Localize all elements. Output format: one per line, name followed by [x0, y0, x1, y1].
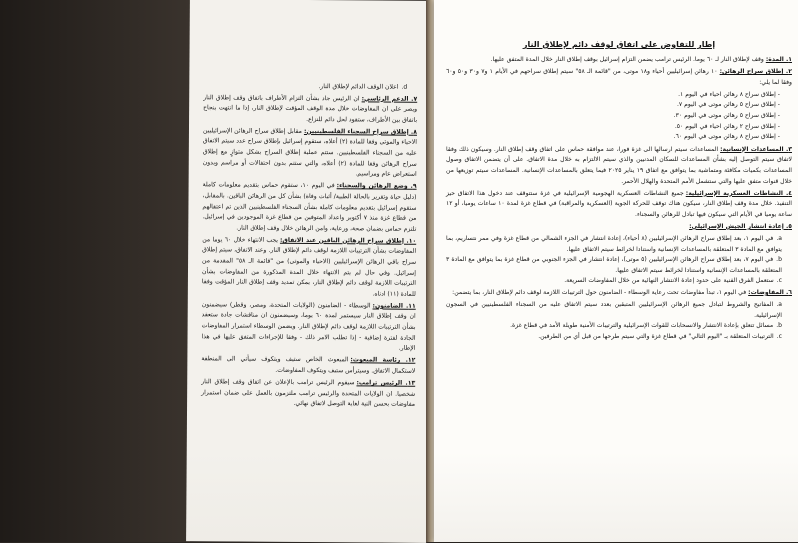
- sub-item-label: d.: [401, 83, 408, 91]
- sub-item-d: [203, 81, 407, 93]
- sub-item: [446, 234, 782, 255]
- paragraph-heading: ٧. الدعم الرئاسي:: [361, 94, 418, 103]
- paragraph-heading: ١٠. إطلاق سراح الرهائن الباقين عند الاتفاق:: [279, 236, 417, 245]
- redeployment-list: [446, 234, 782, 287]
- sub-item-label: a.: [776, 235, 782, 242]
- sub-item-text: ستعمل الفرق الفنية على حدود إعادة الانتشار النهائية من خلال المفاوضات السريعة.: [564, 277, 774, 285]
- sub-item-label: c.: [776, 277, 782, 285]
- list-item: - إطلاق سراح ٨ رهائن موتى في اليوم ٦٠.: [446, 132, 780, 143]
- sub-item: [446, 332, 782, 343]
- list-item: - إطلاق سراح ٨ رهائن احياء في اليوم ١.: [446, 90, 780, 101]
- paragraph-text: سيقوم الرئيس ترامب بالإعلان عن اتفاق وقف إطلاق النار شخصيا. ان الولايات المتحدة والرئيس ترامب ملتزمون بالعمل على ضمان استمرار مفاوضات بحسن النية لغاية التوصل لاتفاق نهائي.: [201, 378, 416, 408]
- paragraph-text: في اليوم ١٠، ستقوم حماس بتقديم معلومات كاملة (دليل حياة وتقرير بالحالة الطبية/ أثبات وفاة) بشأن كل من الرهائن الباقين. بالمقابل، ستقوم إسرائيل بتقديم معلومات كاملة بشأن السجناء الفلسطينيين الذين تم اعتقالهم من قطاع غزة منذ ٧ أكتوبر واعداد المتوفين من قطاع غزة الموجودين في إسرائيل. تلتزم حماس بضمان صحة، ورعاية، وامن الرهائن خلال وقف إطلاق النار.: [202, 181, 417, 233]
- paragraph-text: ان الرئيس جاد بشأن التزام الأطراف باتفاق وقف إطلاق النار ويصر على ان المفاوضات خلال مدة الوقف المؤقت لإطلاق النار، إذا ما انتهت بنجاح باتفاق بين الأطراف، ستقود لحل دائم للنزاع.: [203, 93, 418, 124]
- sub-item: [446, 276, 782, 287]
- sub-item: [446, 300, 782, 321]
- paragraph-heading: ٥. إعادة انتشار الجيش الإسرائيلي:: [689, 222, 792, 230]
- sub-item-label: b.: [776, 322, 782, 330]
- sub-item-text: في اليوم ١، بعد إطلاق سراح الرهائن الإسرائيليين (٨ أحياء)، إعادة انتشار في الجزء الشمالي من قطاع غزة وفي ممر نتساريم، بما يتوافق مع المادة ٣ المتعلقة بالمساعدات الإنسانية واستنادا لخرائط سيتم الاتفاق عليها.: [446, 235, 782, 253]
- sub-item-text: اعلان الوقف الدائم لإطلاق النار.: [318, 83, 399, 91]
- item-d-list: [203, 81, 407, 93]
- document-title: إطار للتفاوض على اتفاق لوقف دائم لإطلاق النار: [522, 40, 716, 49]
- paragraph-text: مقابل إطلاق سراح الرهائن الإسرائيليين الاحياء والموتى وفقا للمادة (٢) أعلاه، ستقوم إسرائيل بإطلاق سراح عدد سيتم الاتفاق عليه من السجناء الفلسطينيين. ستتم عملية إطلاق السراح بشكل متوازٍ مع إطلاق سراح الرهائن وفقا للمادة (٢) أعلاه، والتي ستتم بدون احتفالات أو مراسم وبدون استعراض عام ومراسيم.: [202, 127, 417, 179]
- paragraph-5: [446, 222, 792, 233]
- paragraph-heading: ١٢. رئاسة المبعوث:: [350, 356, 416, 365]
- paragraph-heading: ٣. المساعدات الإنسانية:: [720, 145, 792, 153]
- page-shadow: [186, 451, 427, 543]
- list-item: - إطلاق سراح ٥ رهائن موتى في اليوم ٧.: [446, 100, 780, 111]
- list-item: - إطلاق سراح ٥ رهائن موتى في اليوم ٣٠.: [446, 111, 780, 122]
- paragraph-text: الوسطاء - الضامنون (الولايات المتحدة، ومصر، وقطر) سيضمنون ان وقف إطلاق النار سيستمر لمدة ٦٠ يوما، وسيضمنون ان مناقشات جادة ستعقد بشأن الترتيبات اللازمة لوقف دائم لإطلاق النار. ويضمن الوسطاء استمرار المفاوضات الجادة لفترة إضافية - إذا تطلب الامر ذلك - وفقا للإجراءات المتفق عليها في هذا الإطار.: [201, 301, 416, 353]
- paragraph-1: [446, 55, 792, 66]
- sub-item-text: الترتيبات المتعلقة بـ "اليوم التالي" في قطاع غزة والتي سيتم طرحها من قبل أي من الطرفين.: [538, 332, 774, 340]
- sub-item-label: b.: [776, 256, 782, 264]
- paragraph-9: [202, 181, 416, 235]
- sub-item-text: المفاتيح والشروط لتبادل جميع الرهائن الإسرائيليين المتبقين بعدد سيتم الاتفاق عليه من السجناء الفلسطينيين في السجون الإسرائيلية.: [446, 301, 782, 319]
- paragraph-7: [203, 93, 417, 126]
- hostage-release-list: [446, 90, 780, 143]
- paragraph-13: [201, 377, 415, 410]
- paragraph-4: [446, 189, 792, 221]
- right-document-page: [434, 0, 798, 542]
- paragraph-text: جميع النشاطات العسكرية الهجومية الإسرائيلية في غزة ستتوقف عند دخول هذا الاتفاق حيز التنفيذ. خلال مدة وقف إطلاق النار، سيكون هناك توقف للحركة الجوية (العسكرية والمراقبة) في قطاع غزة لمدة ١٠ ساعات يوميا، أو ١٢ ساعة يوميا في الأيام التي سيكون فيها تبادل للرهائن والسجناء.: [446, 189, 792, 218]
- paragraph-3: [446, 145, 792, 187]
- paragraph-10: [202, 235, 416, 300]
- paragraph-heading: ٤. النشاطات العسكرية الإسرائيلية:: [685, 189, 792, 197]
- paragraph-heading: ١. المدة:: [765, 56, 792, 63]
- paragraph-12: [201, 355, 415, 378]
- sub-item: [446, 321, 782, 332]
- paragraph-heading: ٩. وضع الرهائن والسجناء:: [336, 182, 417, 191]
- sub-item-text: في اليوم ٧، بعد إطلاق سراح الرهائن الإسرائيليين (٥ موتى)، إعادة انتشار في الجزء الجنوبي من قطاع غزة بما يتوافق مع المادة ٣ المتعلقة بالمساعدات الإنسانية واستنادا لخرائط سيتم الاتفاق عليها.: [446, 256, 782, 274]
- sub-item-label: c.: [776, 332, 782, 340]
- paragraph-heading: ١١. الضامنون:: [372, 302, 416, 310]
- paragraph-11: [201, 300, 415, 354]
- sub-item-label: a.: [776, 301, 782, 309]
- list-item: - إطلاق سراح ٢ رهائن احياء في اليوم ٥٠.: [446, 122, 780, 133]
- paragraph-text: يجب الانتهاء خلال ٦٠ يوما من المفاوضات بشأن الترتيبات اللازمة لوقف دائم لإطلاق النار. وعند الاتفاق، سيتم إطلاق سراح باقي الرهائن الإسرائيليين (الاحياء والموتى) من "قائمة الـ ٥٨" المقدمة من إسرائيل. وفي حال لم يتم الانتهاء خلال المدة المذكورة من المفاوضات بشأن الترتيبات اللازمة لوقف دائم لإطلاق النار، يمكن تمديد وقف إطلاق النار المؤقت وفقا للمادة (١١) ادناه.: [201, 236, 417, 298]
- background-dark-area: [0, 0, 190, 542]
- left-document-page: [186, 0, 430, 543]
- paragraph-6: [446, 288, 792, 299]
- sub-item: [446, 255, 782, 276]
- paragraph-heading: ٦. المفاوضات:: [748, 288, 792, 296]
- paragraph-text: المساعدات سيتم ارسالها الى غزة فورا، عند موافقة حماس على اتفاق وقف إطلاق النار. وسيكون ذلك وفقا لاتفاق سيتم التوصل إليه بشأن المساعدات للسكان المدنيين والذي سيتم الالتزام به خلال مدة الاتفاق. على أن يتضمن الاتفاق وصول المساعدات بكميات مكافئة ومتماشية بما يتوافق مع اتفاق ١٩ يناير ٢٠٢٥ فيما يتعلق بالمساعدات الإنسانية. المساعدات سيتم توزيعها من خلال قنوات متفق عليها والتي ستشمل الأمم المتحدة والهلال الأحمر.: [446, 145, 793, 185]
- paragraph-text: وقف لإطلاق النار لـ ٦٠ يوما. الرئيس ترامب يضمن التزام إسرائيل بوقف إطلاق النار خلال المدة المتفق عليها.: [490, 56, 764, 63]
- paragraph-heading: ٢. إطلاق سراح الرهائن:: [719, 68, 792, 76]
- paragraph-text: ١٠ رهائن إسرائيليين أحياء و١٨ موتى، من "قائمة الـ ٥٨" سيتم إطلاق سراحهم في الأيام ١ و٧ و٣٠ و٥٠ و٦٠ وفقا لما يلي:: [446, 68, 792, 86]
- paragraph-heading: ٨. إطلاق سراح السجناء الفلسطينيين:: [303, 127, 418, 136]
- page-shadow: [434, 452, 798, 542]
- paragraph-text: في اليوم ١، تبدأ مفاوضات تحت رعاية الوسطاء - الضامنون حول الترتيبات اللازمة لوقف دائم لإطلاق النار، بما يتضمن:: [452, 288, 747, 296]
- paragraph-8: [203, 126, 417, 180]
- paragraph-2: [446, 67, 792, 88]
- sub-item-text: مسائل تتعلق بإعادة الانتشار والانسحابات للقوات الإسرائيلية والترتيبات الأمنية طويلة الأمد في قطاع غزة.: [510, 322, 774, 330]
- negotiation-list: [446, 300, 782, 342]
- paragraph-heading: ١٣. الرئيس ترامب:: [356, 379, 416, 387]
- paragraph-text: المبعوث الخاص ستيف ويتكوف سيأتي الى المنطقة لاستكمال الاتفاق. وسيترأس ستيف ويتكوف المفاوضات.: [201, 355, 416, 375]
